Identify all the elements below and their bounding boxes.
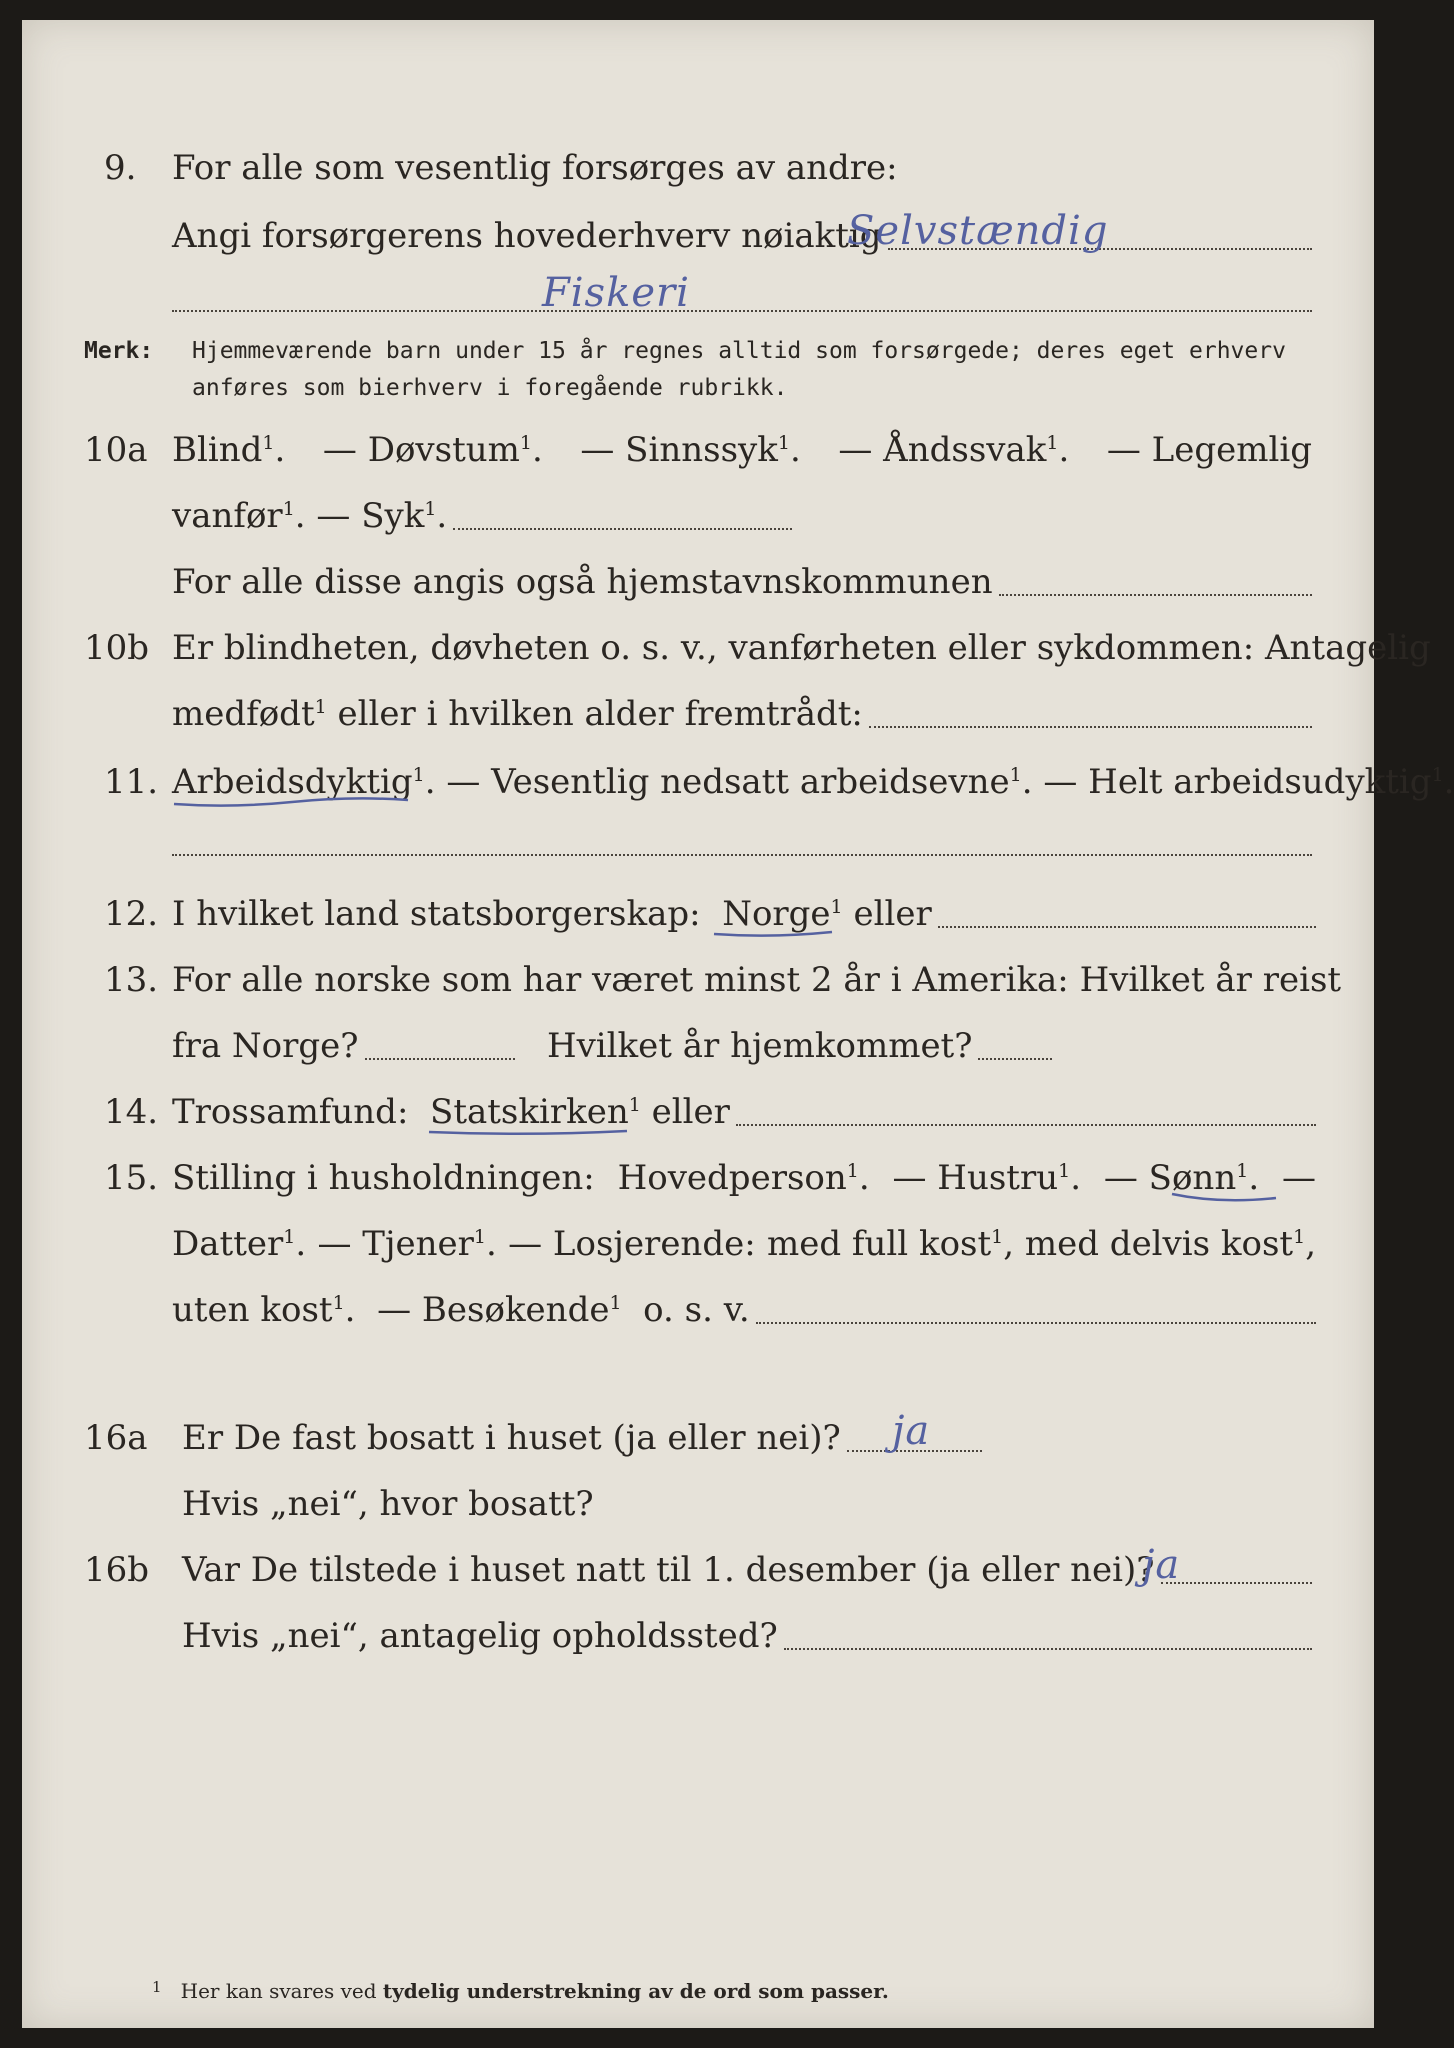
option-norge[interactable]: Norge$^1$	[722, 894, 843, 934]
q13-line2a: fra Norge?	[172, 1026, 359, 1066]
arbeidsdyktig-underline	[172, 796, 412, 816]
q10a-syk-line[interactable]	[453, 528, 792, 530]
q13-reist-line[interactable]	[365, 1058, 515, 1060]
q14-suffix: eller	[651, 1092, 730, 1132]
footnote-text1: Her kan svares ved	[180, 1979, 377, 2003]
merk-line2: anføres som bierhverv i foregående rubrikk.	[192, 375, 788, 401]
q16b-line2-text: Hvis „nei“, antagelig opholdssted?	[182, 1616, 778, 1656]
q10b-number: 10b	[84, 628, 150, 668]
option-losjerende[interactable]: — Losjerende:	[508, 1224, 756, 1264]
q10b-line2-text: eller i hvilken alder fremtrådt:	[337, 694, 863, 734]
q10b-answer-line[interactable]	[869, 726, 1312, 728]
q15-answer-line[interactable]	[756, 1322, 1316, 1324]
q10a-line1	[172, 430, 1312, 470]
q16b-answer-line[interactable]	[1161, 1582, 1312, 1584]
q10a-number: 10a	[84, 430, 148, 470]
option-full-kost[interactable]: med full kost$^1$, med delvis kost$^1$,	[767, 1224, 1316, 1264]
q13-number: 13.	[104, 960, 159, 1000]
q16b-handwritten-answer: ja	[1142, 1542, 1181, 1588]
q9-handwritten-answer1: Selvstændig	[847, 208, 1109, 254]
q9-line1: For alle som vesentlig forsørges av andre:	[172, 148, 898, 188]
q10a-line3-text: For alle disse angis også hjemstavnskommunen	[172, 562, 993, 602]
q16b-line1-text: Var De tilstede i huset natt til 1. desember (ja eller nei)?	[182, 1550, 1155, 1590]
q13-line1: For alle norske som har været minst 2 år i Amerika: Hvilket år reist	[172, 960, 1342, 1000]
q16a-line2	[182, 1484, 597, 1524]
sonn-underline	[1170, 1190, 1280, 1210]
q12-number: 12.	[104, 894, 159, 934]
option-uten-kost[interactable]: uten kost$^1$.	[172, 1290, 356, 1330]
q10a-line2	[172, 496, 792, 536]
q15-dash: —	[1281, 1158, 1316, 1198]
q15-number: 15.	[104, 1158, 159, 1198]
option-arbeidsdyktig[interactable]: Arbeidsdyktig$^1$	[172, 762, 425, 802]
option-sonn[interactable]: — Sønn$^1$.	[1103, 1158, 1260, 1198]
q10a-line3	[172, 562, 1312, 602]
q16a-line2-text: Hvis „nei“, hvor bosatt?	[182, 1484, 594, 1524]
q12-suffix: eller	[853, 894, 932, 934]
q9-line2-text: Angi forsørgerens hovederhverv nøiaktig	[172, 216, 882, 256]
q16b-number: 16b	[84, 1550, 150, 1590]
q13-line2	[172, 1026, 1052, 1066]
q15-line3	[172, 1290, 1316, 1330]
q15-label: Stilling i husholdningen:	[172, 1158, 595, 1198]
statskirken-underline	[427, 1126, 632, 1144]
footnote-marker: 1	[152, 1978, 162, 1996]
option-hustru[interactable]: — Hustru$^1$.	[892, 1158, 1082, 1198]
option-legemlig[interactable]: — Legemlig	[1106, 430, 1312, 470]
q10b-line1: Er blindheten, døvheten o. s. v., vanførheten eller sykdommen: Antagelig	[172, 628, 1431, 668]
q16a-handwritten-answer: ja	[892, 1408, 931, 1454]
q15-line2	[172, 1224, 1316, 1264]
q15-line1	[172, 1158, 1316, 1198]
option-dovstum[interactable]: — Døvstum$^1$.	[322, 430, 543, 470]
option-andssvak[interactable]: — Åndssvak$^1$.	[838, 430, 1070, 470]
q11-number: 11.	[104, 762, 159, 802]
option-blind[interactable]: Blind$^1$.	[172, 430, 286, 470]
option-sinnssyk[interactable]: — Sinnssyk$^1$.	[580, 430, 801, 470]
option-syk[interactable]: — Syk$^1$.	[316, 496, 448, 536]
q16b-opholdssted-line[interactable]	[784, 1648, 1312, 1650]
q15-osv: o. s. v.	[643, 1290, 750, 1330]
option-besokende[interactable]: — Besøkende$^1$	[377, 1290, 622, 1330]
q14-answer-line[interactable]	[736, 1124, 1316, 1126]
q14-label: Trossamfund:	[172, 1092, 409, 1132]
q16a-line1-text: Er De fast bosatt i huset (ja eller nei)?	[182, 1418, 841, 1458]
q10b-line2	[172, 694, 1312, 734]
q16a-line1	[182, 1418, 982, 1458]
q10a-hjemstavn-line[interactable]	[999, 594, 1312, 596]
footnote	[152, 1978, 889, 2003]
q9-number: 9.	[104, 148, 137, 188]
option-statskirken[interactable]: Statskirken$^1$	[430, 1092, 641, 1132]
q13-line2b: Hvilket år hjemkommet?	[546, 1026, 973, 1066]
merk-label: Merk:	[84, 338, 154, 364]
option-tjener[interactable]: — Tjener$^1$.	[317, 1224, 497, 1264]
q14-line	[172, 1092, 1316, 1132]
footnote-text2: tydelig understrekning av de ord som passer.	[382, 1979, 889, 2003]
option-datter[interactable]: Datter$^1$.	[172, 1224, 307, 1264]
q12-label: I hvilket land statsborgerskap:	[172, 894, 701, 934]
q16b-line2	[182, 1616, 1312, 1656]
q9-line2	[172, 216, 1312, 256]
census-form-page	[22, 20, 1454, 2028]
option-medfodt[interactable]: medfødt$^1$	[172, 694, 327, 734]
q9-answer-line2[interactable]	[172, 310, 1312, 312]
norge-underline	[712, 928, 837, 946]
option-hovedperson[interactable]: Hovedperson$^1$.	[617, 1158, 870, 1198]
q9-handwritten-answer2: Fiskeri	[542, 270, 690, 316]
q14-number: 14.	[104, 1092, 159, 1132]
option-nedsatt[interactable]: . — Vesentlig nedsatt arbeidsevne$^1$	[424, 762, 1022, 802]
option-vanfor[interactable]: vanfør$^1$.	[172, 496, 306, 536]
q11-answer-line[interactable]	[172, 854, 1312, 856]
merk-line1: Hjemmeværende barn under 15 år regnes alltid som forsørgede; deres eget erhverv	[192, 338, 1286, 364]
option-udyktig[interactable]: . — Helt arbeidsudyktig$^1$.	[1021, 762, 1454, 802]
q13-hjemkommet-line[interactable]	[978, 1058, 1052, 1060]
q12-answer-line[interactable]	[938, 926, 1316, 928]
q16a-number: 16a	[84, 1418, 148, 1458]
